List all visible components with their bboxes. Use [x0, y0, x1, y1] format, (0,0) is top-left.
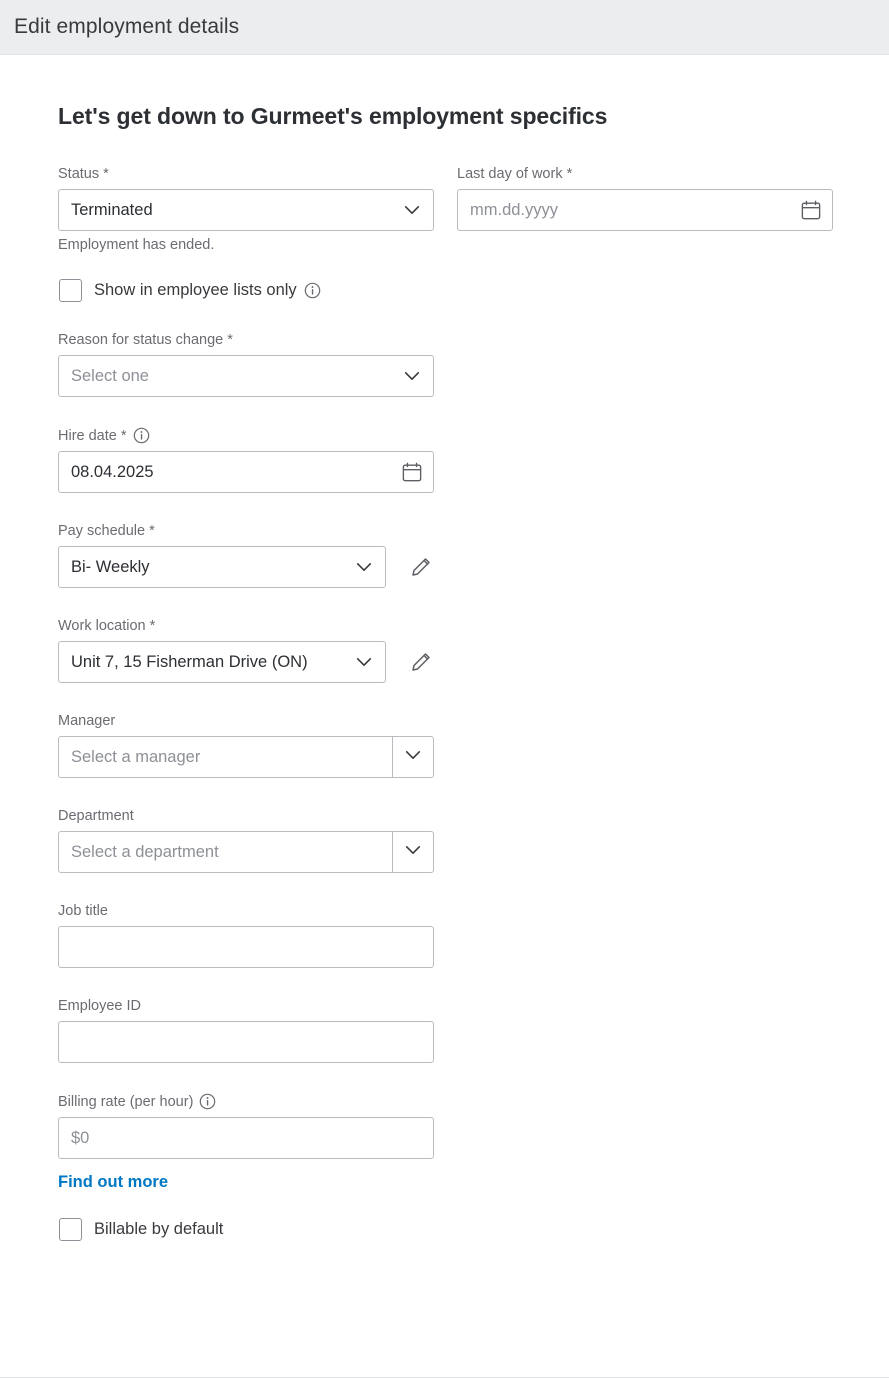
show-in-employee-lists-checkbox[interactable]: [59, 279, 82, 302]
employee-id-label: [58, 998, 434, 1014]
billing-rate-input[interactable]: [58, 1117, 434, 1159]
manager-label: [58, 713, 434, 729]
work-location-select[interactable]: [58, 641, 386, 683]
hire-date-value: 08.04.2025: [71, 462, 154, 481]
last-day-of-work-control: [457, 189, 833, 231]
reason-for-status-change-control: [58, 355, 434, 397]
status-select[interactable]: [58, 189, 434, 231]
manager-label-text: Manager: [58, 713, 116, 729]
info-icon[interactable]: [199, 1093, 216, 1110]
work-location-control: [58, 641, 434, 683]
info-icon[interactable]: [133, 427, 150, 444]
pay-schedule-label: [58, 523, 434, 539]
department-select[interactable]: [58, 831, 434, 873]
calendar-icon[interactable]: [801, 200, 821, 220]
pay-schedule-control: [58, 546, 434, 588]
hire-date-input[interactable]: [58, 451, 434, 493]
calendar-icon[interactable]: [402, 462, 422, 482]
billable-by-default-row[interactable]: [58, 1218, 889, 1241]
status-value: Terminated: [71, 200, 153, 219]
department-value: Select a department: [71, 842, 219, 861]
page-title: Let's get down to Gurmeet's employment specifics: [58, 103, 608, 129]
hire-date-label: [58, 427, 434, 444]
employment-form: [58, 166, 889, 1241]
show-in-employee-lists-label-text: Show in employee lists only: [94, 281, 297, 299]
work-location-field: [58, 618, 434, 683]
job-title-input[interactable]: [58, 926, 434, 968]
work-location-label: [58, 618, 434, 634]
edit-pay-schedule-pencil-icon[interactable]: [408, 554, 434, 580]
employee-id-control: [58, 1021, 434, 1063]
hire-date-control: [58, 451, 434, 493]
manager-select[interactable]: [58, 736, 434, 778]
status-label-text: Status *: [58, 166, 109, 182]
job-title-label-text: Job title: [58, 903, 108, 919]
manager-dropdown-toggle[interactable]: [392, 737, 433, 777]
info-icon[interactable]: [304, 282, 321, 299]
window-titlebar: [0, 0, 889, 55]
manager-value: Select a manager: [71, 747, 201, 766]
chevron-down-icon: [404, 746, 422, 769]
chevron-down-icon: [404, 841, 422, 864]
billing-rate-label: [58, 1093, 434, 1110]
hire-date-field: [58, 427, 434, 493]
reason-for-status-change-select[interactable]: [58, 355, 434, 397]
billing-rate-value: $0: [71, 1128, 90, 1147]
job-title-label: [58, 903, 434, 919]
department-label-text: Department: [58, 808, 134, 824]
last-day-of-work-input[interactable]: [457, 189, 833, 231]
pay-schedule-select[interactable]: [58, 546, 386, 588]
billable-by-default-label: [94, 1220, 223, 1239]
status-helper-text: Employment has ended.: [58, 237, 215, 253]
show-in-employee-lists-label: [94, 281, 321, 300]
pay-schedule-value: Bi- Weekly: [71, 557, 150, 576]
window-title: Edit employment details: [14, 15, 240, 38]
show-in-employee-lists-row[interactable]: [58, 279, 889, 302]
form-content: [0, 103, 889, 1241]
department-field: [58, 808, 434, 873]
chevron-down-icon: [403, 367, 421, 385]
last-day-of-work-label: [457, 166, 833, 182]
edit-work-location-pencil-icon[interactable]: [408, 649, 434, 675]
pay-schedule-label-text: Pay schedule *: [58, 523, 155, 539]
pay-schedule-field: [58, 523, 434, 588]
chevron-down-icon: [355, 558, 373, 576]
find-out-more-link[interactable]: Find out more: [58, 1173, 168, 1191]
last-day-of-work-value: mm.dd.yyyy: [470, 200, 559, 219]
reason-for-status-change-label-text: Reason for status change *: [58, 332, 233, 348]
billing-rate-field: [58, 1093, 434, 1192]
last-day-of-work-field: [457, 166, 833, 253]
employee-id-input[interactable]: [58, 1021, 434, 1063]
chevron-down-icon: [355, 653, 373, 671]
department-dropdown-toggle[interactable]: [392, 832, 433, 872]
status-label: [58, 166, 434, 182]
department-label: [58, 808, 434, 824]
billing-rate-control: [58, 1117, 434, 1159]
work-location-value: Unit 7, 15 Fisherman Drive (ON): [71, 652, 308, 671]
employee-id-field: [58, 998, 434, 1063]
billable-by-default-checkbox[interactable]: [59, 1218, 82, 1241]
billable-by-default-label-text: Billable by default: [94, 1220, 224, 1238]
hire-date-label-text: Hire date *: [58, 427, 127, 444]
reason-for-status-change-label: [58, 332, 434, 348]
billing-rate-label-text: Billing rate (per hour): [58, 1093, 194, 1110]
work-location-label-text: Work location *: [58, 618, 156, 634]
employee-id-label-text: Employee ID: [58, 998, 142, 1014]
last-day-of-work-label-text: Last day of work *: [457, 166, 573, 182]
manager-field: [58, 713, 434, 778]
job-title-control: [58, 926, 434, 968]
status-row: [58, 166, 889, 253]
job-title-field: [58, 903, 434, 968]
chevron-down-icon: [403, 201, 421, 219]
reason-for-status-change-value: Select one: [71, 366, 149, 385]
status-field: [58, 166, 434, 253]
reason-for-status-change-field: [58, 332, 434, 397]
status-control: [58, 189, 434, 231]
